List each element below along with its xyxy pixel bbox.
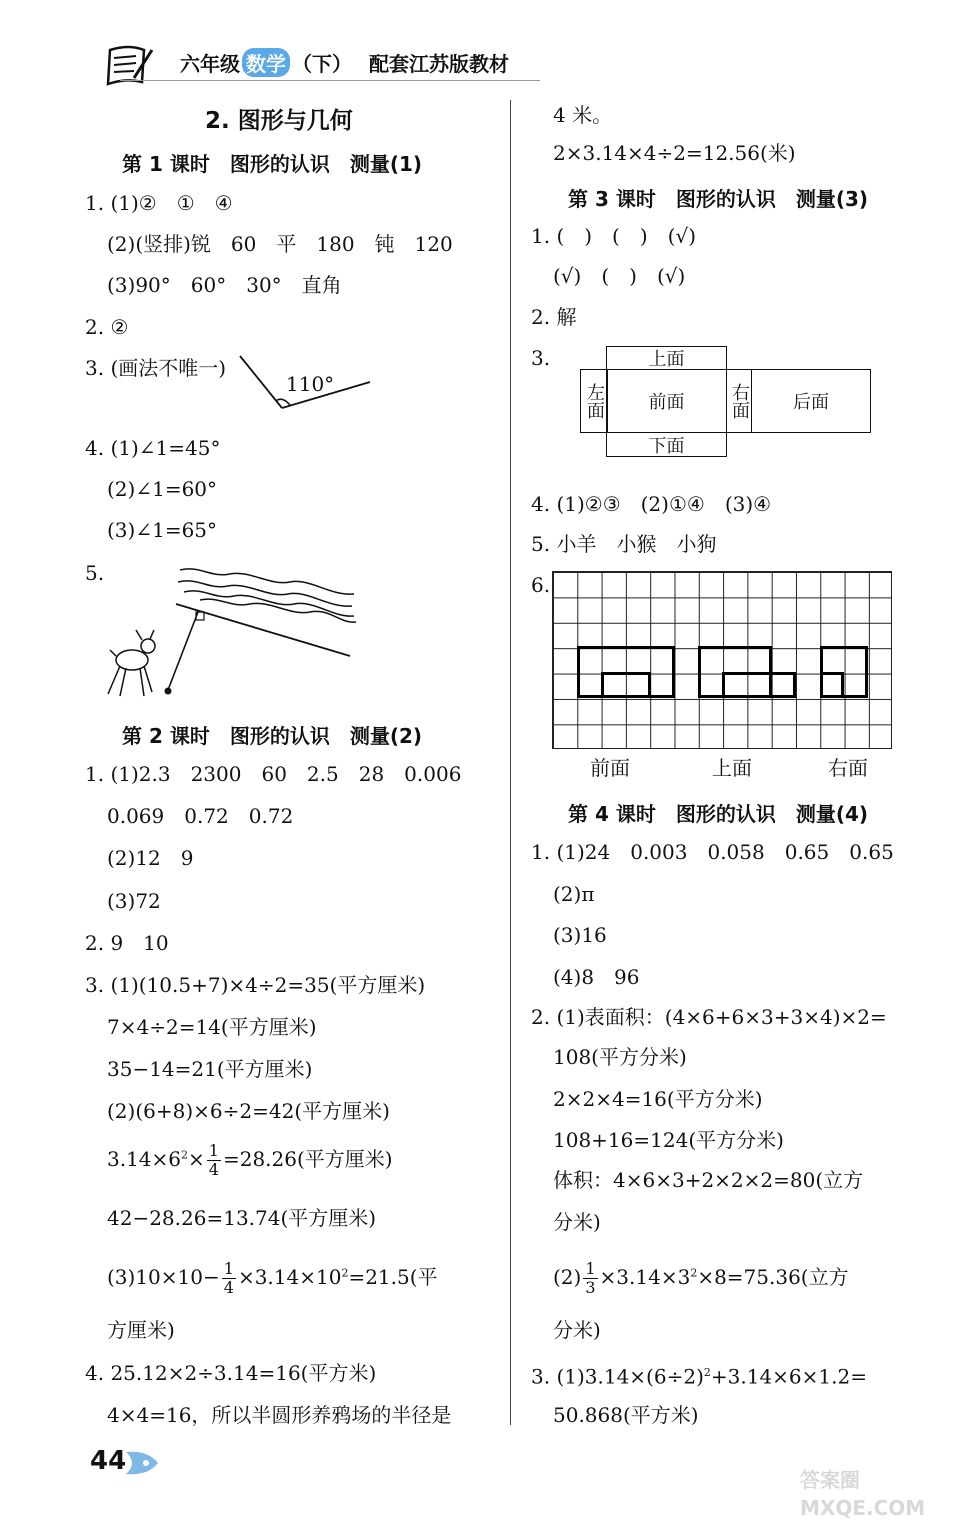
- l3-line: (√) ( ) (√): [553, 264, 686, 288]
- numerator: 1: [223, 1259, 234, 1278]
- l1-line: (2)∠1=60°: [107, 477, 218, 501]
- expr-part: ×8=75.36(立方: [697, 1265, 849, 1289]
- front-view-divider: [601, 672, 651, 698]
- l3-line: 5. 小羊 小猴 小狗: [531, 532, 717, 556]
- grid-label-front: 前面: [590, 756, 630, 780]
- l3-line: 4. (1)②③ (2)①④ (3)④: [531, 492, 772, 516]
- expr-part: 3.14×6: [107, 1147, 182, 1171]
- lesson3-title: 第 3 课时 图形的认识 测量(3): [568, 187, 869, 211]
- exponent: 2: [703, 1366, 711, 1379]
- l1-line: (3)90° 60° 30° 直角: [107, 273, 342, 297]
- l1-line: 3. (画法不唯一): [85, 356, 227, 380]
- l1-line: 4. (1)∠1=45°: [85, 436, 221, 460]
- l1-line: 5.: [85, 561, 105, 585]
- header-icon: [104, 44, 154, 88]
- exponent: 2: [690, 1266, 698, 1280]
- l4-line: 108(平方分米): [553, 1045, 687, 1069]
- l2-line: 4×4=16，所以半圆形养鸦场的半径是: [107, 1403, 452, 1427]
- l2-line: 1. (1)2.3 2300 60 2.5 28 0.006: [85, 762, 462, 786]
- l4-line: 2×2×4=16(平方分米): [553, 1087, 763, 1111]
- right-view-divider: [820, 672, 844, 698]
- column-divider: [510, 100, 511, 1425]
- expr-part: =28.26(平方厘米): [222, 1147, 393, 1171]
- r-cont-line: 2×3.14×4÷2=12.56(米): [553, 141, 796, 165]
- expr-part: ×3.14×10: [237, 1265, 342, 1289]
- l4-line: 1. (1)24 0.003 0.058 0.65 0.65: [531, 840, 894, 864]
- l4-line: (2)π: [553, 882, 595, 906]
- header-subject: 数学: [242, 48, 290, 77]
- expr-part: 3. (1)3.14×(6÷2): [531, 1364, 704, 1389]
- net-front-label: 前面: [648, 392, 685, 413]
- l3-line: 6.: [531, 573, 551, 597]
- l2-line: (2)12 9: [107, 846, 194, 870]
- l1-line: 1. (1)② ① ④: [85, 191, 233, 215]
- numerator: 1: [208, 1141, 219, 1160]
- header-rule: [120, 80, 540, 81]
- page-number-decoration-icon: [124, 1448, 164, 1478]
- header-term: （下）: [292, 52, 352, 76]
- net-front: [606, 369, 727, 433]
- denominator: 4: [223, 1278, 234, 1297]
- expr-part: =21.5(平: [348, 1265, 438, 1289]
- l3-line: 2. 解: [531, 305, 577, 329]
- net-bottom-label: 下面: [648, 435, 685, 457]
- header-edition: 配套江苏版教材: [368, 52, 509, 76]
- fraction: [207, 1142, 221, 1179]
- l2-line: 2. 9 10: [85, 931, 169, 955]
- l4-fraction-line: [553, 1260, 849, 1297]
- net-left-label: 左面: [584, 383, 605, 419]
- l2-line: 方厘米): [107, 1318, 175, 1342]
- grid-label-right: 右面: [828, 756, 868, 780]
- net-right: [726, 369, 752, 433]
- exponent: 2: [181, 1148, 189, 1162]
- chapter-title: 2. 图形与几何: [205, 108, 353, 134]
- l2-line: 42−28.26=13.74(平方厘米): [107, 1206, 377, 1230]
- expr-part: ×3.14×3: [599, 1265, 691, 1289]
- l4-line: 2. (1)表面积：(4×6+6×3+3×4)×2=: [531, 1005, 887, 1029]
- numerator: 1: [585, 1259, 596, 1278]
- l3-line: 3.: [531, 346, 551, 370]
- page-number: 44: [90, 1446, 127, 1476]
- top-view-extra: [722, 672, 796, 698]
- l2-line: (3)72: [107, 889, 161, 913]
- l4-line-sup: [531, 1361, 867, 1389]
- l2-line: (2)(6+8)×6÷2=42(平方厘米): [107, 1099, 390, 1123]
- net-top: [606, 346, 727, 370]
- l1-line: (3)∠1=65°: [107, 518, 218, 542]
- lesson4-title: 第 4 课时 图形的认识 测量(4): [568, 802, 869, 826]
- l4-line: 108+16=124(平方分米): [553, 1128, 784, 1152]
- watermark: 答案圈 MXQE.COM: [800, 1468, 926, 1520]
- net-bottom: [606, 432, 727, 457]
- net-back-label: 后面: [793, 392, 829, 413]
- l2-fraction-line-2: [107, 1260, 438, 1297]
- header-grade: 六年级: [180, 52, 240, 76]
- l2-line: 3. (1)(10.5+7)×4÷2=35(平方厘米): [85, 973, 426, 997]
- lesson1-title: 第 1 课时 图形的认识 测量(1): [122, 152, 423, 176]
- l4-line: 体积：4×6×3+2×2×2=80(立方: [553, 1168, 864, 1192]
- denominator: 3: [585, 1278, 596, 1297]
- grid-label-top: 上面: [712, 756, 752, 780]
- r-cont-line: 4 米。: [553, 103, 613, 127]
- l3-line: 1. ( ) ( ) (√): [531, 224, 696, 248]
- l4-line: 50.868(平方米): [553, 1403, 699, 1427]
- l2-line: 0.069 0.72 0.72: [107, 804, 294, 828]
- l2-line: 35−14=21(平方厘米): [107, 1057, 313, 1081]
- l4-line: 分米): [553, 1210, 601, 1234]
- l2-line: 4. 25.12×2÷3.14=16(平方米): [85, 1361, 377, 1385]
- l4-line: 分米): [553, 1318, 601, 1342]
- l2-fraction-line-1: [107, 1142, 393, 1179]
- expr-part: (3)10×10−: [107, 1265, 220, 1289]
- net-back: [751, 369, 871, 433]
- net-top-label: 上面: [648, 349, 685, 370]
- expr-part: +3.14×6×1.2=: [710, 1364, 867, 1389]
- l4-line: (3)16: [553, 923, 607, 947]
- river-deer-illustration: [100, 560, 360, 700]
- l4-line: (4)8 96: [553, 965, 640, 989]
- denominator: 4: [208, 1160, 219, 1179]
- l1-line: 2. ②: [85, 315, 129, 339]
- expr-part: ×: [188, 1147, 205, 1171]
- lesson2-title: 第 2 课时 图形的认识 测量(2): [122, 724, 423, 748]
- l2-line: 7×4÷2=14(平方厘米): [107, 1015, 317, 1039]
- angle-label: 110°: [286, 372, 335, 396]
- expr-part: (2): [553, 1265, 582, 1289]
- header-title: [180, 48, 509, 77]
- net-right-label: 右面: [729, 383, 750, 419]
- fraction: [222, 1260, 236, 1297]
- fraction: [583, 1260, 597, 1297]
- l1-line: (2)(竖排)锐 60 平 180 钝 120: [107, 232, 453, 256]
- exponent: 2: [341, 1266, 349, 1280]
- net-left: [580, 369, 608, 433]
